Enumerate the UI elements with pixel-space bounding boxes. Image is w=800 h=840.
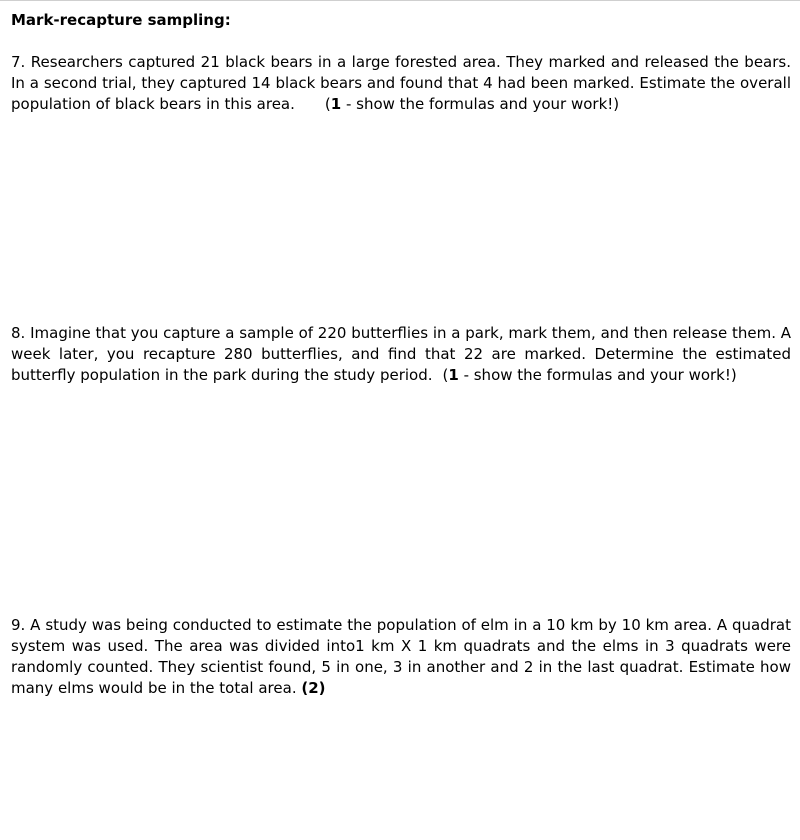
question-7	[11, 52, 791, 115]
question-9-text: 9. A study was being conducted to estimate the population of elm in a 10 km by 10 km area. A quadrat system was used. The area was divided into1 km X 1 km quadrats and the elms in 3 quadrats were randomly counted. They scientist found, 5 in one, 3 in another and 2 in the last quadrat. Estimate how many elms would be in the total area.	[11, 616, 791, 697]
question-7-points: (1 - show the formulas and your work!)	[324, 95, 620, 113]
question-7-text: 7. Researchers captured 21 black bears in a large forested area. They marked and released the bears. In a second trial, they captured 14 black bears and found that 4 had been marked. Estimate the overall population of black bears in this area.	[11, 53, 791, 113]
question-8	[11, 323, 791, 386]
top-divider	[0, 0, 800, 1]
section-heading: Mark-recapture sampling:	[11, 11, 231, 29]
question-8-text: 8. Imagine that you capture a sample of 220 butterflies in a park, mark them, and then release them. A week later, you recapture 280 butterflies, and find that 22 are marked. Determine the estimated butterfly population in the park during the study period.	[11, 324, 791, 384]
question-9	[11, 615, 791, 699]
question-9-points: (2)	[301, 679, 326, 697]
question-8-points: (1 - show the formulas and your work!)	[442, 366, 737, 384]
